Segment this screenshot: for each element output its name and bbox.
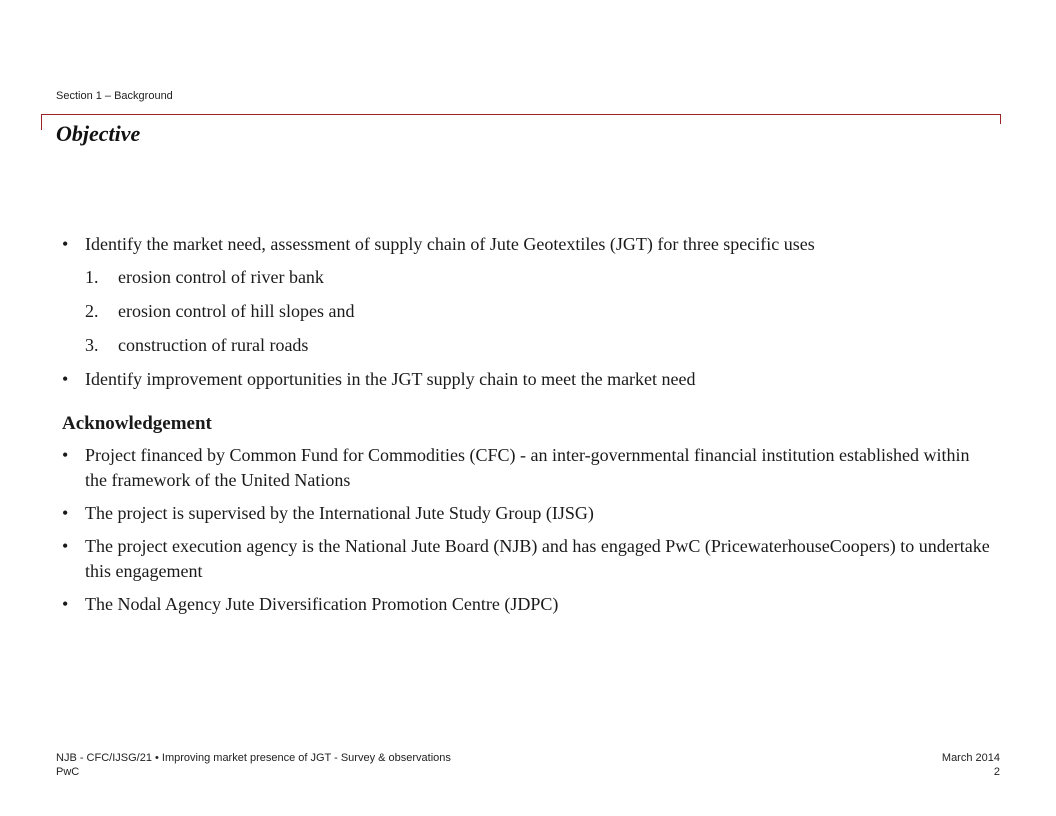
section-label: Section 1 – Background [56,90,173,102]
header-rule [41,114,1001,115]
bullet-icon: • [62,536,69,556]
slide-content [62,232,992,625]
bullet-icon: • [62,445,69,465]
objective-bullet [62,367,992,392]
bullet-icon: • [62,234,69,254]
footer-left [56,751,451,779]
objective-bullet [62,232,992,257]
acknowledgement-heading: Acknowledgement [62,413,212,434]
objective-bullet-text: Identify improvement opportunities in the JGT supply chain to meet the market need [85,369,696,389]
bullet-icon: • [62,503,69,523]
header-rule-right-tick [1000,114,1001,124]
bullet-icon: • [62,369,69,389]
footer-company: PwC [56,766,80,778]
acknowledgement-bullet-text: The Nodal Agency Jute Diversification Promotion Centre (JDPC) [85,594,559,614]
use-number: 2. [85,301,99,321]
acknowledgement-bullet-text: Project financed by Common Fund for Commodities (CFC) - an inter-governmental financial institution established within the framework of the United Nations [85,445,970,490]
use-item [62,265,992,290]
acknowledgement-bullet-text: The project is supervised by the International Jute Study Group (IJSG) [85,503,594,523]
footer-date: March 2014 [941,752,1000,764]
use-text: construction of rural roads [118,335,309,355]
page-title: Objective [56,121,141,146]
footer-doc-reference: NJB - CFC/IJSG/21 • Improving market presence of JGT - Survey & observations [56,752,451,764]
page-number: 2 [993,766,1000,778]
acknowledgement-bullet [62,443,992,493]
use-text: erosion control of river bank [118,267,324,287]
acknowledgement-bullet [62,592,992,617]
bullet-icon: • [62,594,69,614]
acknowledgement-bullet-text: The project execution agency is the National Jute Board (NJB) and has engaged PwC (PricewaterhouseCoopers) to undertake this engagement [85,536,990,581]
objective-bullet-text: Identify the market need, assessment of supply chain of Jute Geotextiles (JGT) for three specific uses [85,234,815,254]
use-item [62,299,992,324]
use-number: 3. [85,335,99,355]
acknowledgement-bullet [62,534,992,584]
use-number: 1. [85,267,99,287]
use-item [62,333,992,358]
footer-right [942,751,1000,779]
header-rule-left-tick [41,114,42,130]
use-text: erosion control of hill slopes and [118,301,355,321]
acknowledgement-bullet [62,501,992,526]
